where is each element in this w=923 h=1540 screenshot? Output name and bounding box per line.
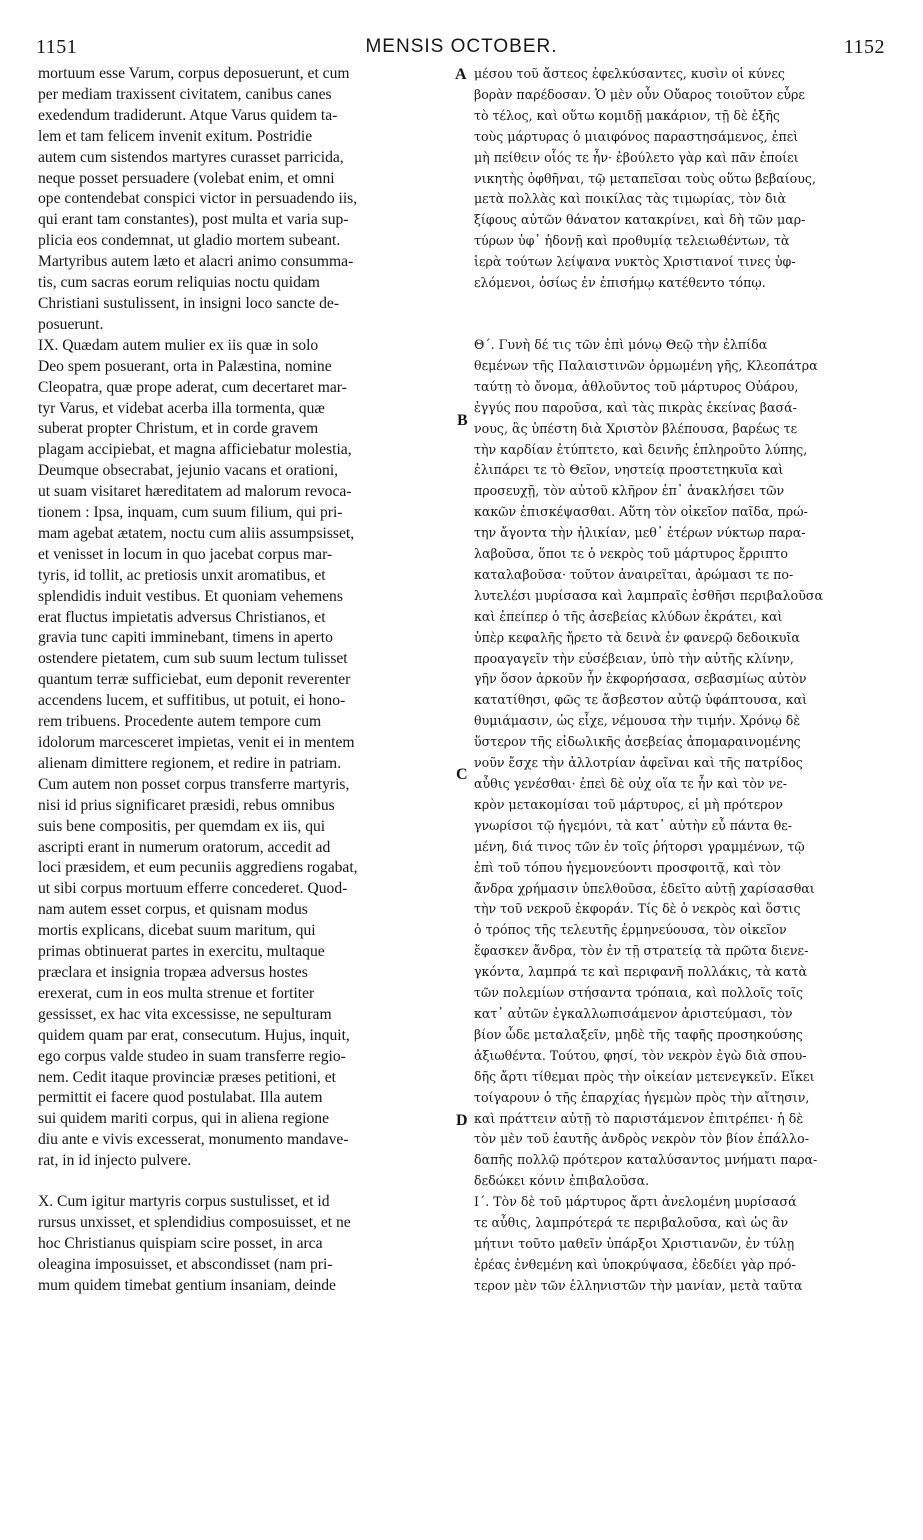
latin-paragraph: mortuum esse Varum, corpus deposuerunt, et cum per mediam traxissent civitatem, canibus canes exedendum tradiderunt. Atque Varus quidem ta- lem et tam felicem invenit exitum. Postridie autem cum sistendos martyres curasset parricida, neque posset persuadere (volebat enim, et omni ope contendebat conspici victor in persuadendo iis, qui erant tam constantes), post multa et varia sup- plicia eos condemnat, ut gladio mortem subeant. Martyribus autem læto et alacri animo consumma- tis, cum sacras eorum reliquias noctu quidam Christiani sustulissent, in insigni loco sancte de- posuerunt. xyxy=(38,65,358,333)
left-page-number: 1151 xyxy=(36,36,78,58)
latin-column xyxy=(38,64,451,1297)
margin-letter-d: D xyxy=(456,1112,468,1129)
greek-paragraph: μέσου τοῦ ἄστεος ἐφελκύσαντες, κυσὶν οἱ κύνες βορὰν παρέδοσαν. Ὁ μὲν οὖν Οὔαρος τοιοῦτον εὗρε τὸ τέλος, καὶ οὕτω κομιδῇ μακάριον, τῇ δὲ ἑξῆς τοὺς μάρτυρας ὁ μιαιφόνος παραστησάμενος, ἐπεὶ μὴ πείθειν οἷός τε ἦν· ἐβούλετο γὰρ καὶ πᾶν ἐποίει νικητὴς ὀφθῆναι, τῷ μεταπεῖσαι τοὺς οὕτω βεβαίους, μετὰ πολλὰς καὶ ποικίλας τὰς τιμωρίας, τὸν διὰ ξίφους αὐτῶν θάνατον κατακρίνει, καὶ δὴ τῶν μαρ- τύρων ὑφ᾽ ἡδονῇ καὶ προθυμίᾳ τελειωθέντων, τὰ ἱερὰ τούτων λείψανα νυκτὸς Χριστιανοί τινες ὑφ- ελόμενοι, ὁσίως ἐν ἐπισήμῳ κατέθεντο τόπῳ. xyxy=(474,66,816,291)
right-page-number: 1152 xyxy=(843,36,885,58)
margin-letter-c: C xyxy=(456,766,468,783)
margin-letter-b: B xyxy=(457,412,468,429)
margin-letter-a: A xyxy=(455,66,467,83)
greek-paragraph-iota: Ι΄. Τὸν δὲ τοῦ μάρτυρος ἄρτι ἀνελομένη μυρίσασά τε αὖθις, λαμπρότερά τε περιβαλοῦσα, καὶ ὡς ἂν μήτινι τοῦτο μαθεῖν ὑπάρξοι Χριστιανῶν, ἐν τύλῃ ἐρέας ἐνθεμένη καὶ ὑποκρύψασα, ἐδεδίει γὰρ πρό- τερον μὲν τῶν ἑλληνιστῶν τὴν μανίαν, μετὰ ταῦτα xyxy=(474,1194,803,1293)
greek-column xyxy=(474,64,884,1297)
greek-paragraph-theta: Θ΄. Γυνὴ δέ τις τῶν ἐπὶ μόνῳ Θεῷ τὴν ἐλπίδα θεμένων τῆς Παλαιστινῶν ὁρμωμένη γῆς, Κλεοπάτρα ταύτῃ τὸ ὄνομα, ἀθλοῦντος τοῦ μάρτυρος Οὐάρου, ἐγγύς που παροῦσα, καὶ τὰς πικρὰς ἐκείνας βασά- νους, ἃς ὑπέστη διὰ Χριστὸν βλέπουσα, βαρέως τε τὴν καρδίαν ἐτύπτετο, καὶ δεινῆς ἐπληροῦτο λύπης, ἐλιπάρει τε τὸ Θεῖον, νηστείᾳ προστετηκυῖα καὶ προσευχῇ, τὸν αὐτοῦ κλῆρον ἐπ᾽ ἀνακλήσει τῶν κακῶν ἐπισκέψασθαι. Αὕτη τὸν οἰκεῖον παῖδα, πρώ- την ἄγοντα τὴν ἡλικίαν, μεθ᾽ ἑτέρων νύκτωρ παρα- λαβοῦσα, ὅποι τε ὁ νεκρὸς τοῦ μάρτυρος ἔρριπτο καταλαβοῦσα· τοῦτον ἀναιρεῖται, ἀρώμασι τε πο- λυτελέσι μυρίσασα καὶ λαμπραῖς ἐσθῆσι περιβαλοῦσα καὶ ἐπείπερ ὁ τῆς ἀσεβείας κλύδων ἐκράτει, καὶ ὑπὲρ κεφαλῆς ἤρετο τὰ δεινὰ ἐν φανερῷ δεδοικυῖα προαγαγεῖν τὴν εὐσέβειαν, ὑπὸ τὴν αὐτῆς κλίνην, γῆν ὅσον ἀρκοῦν ἦν ἐκφορήσασα, σεβασμίως αὐτὸν κατατίθησι, φῶς τε ἄσβεστον αὐτῷ ὑφάπτουσα, καὶ θυμιάμασιν, ὡς εἶχε, νέμουσα τὴν τιμήν. Χρόνῳ δὲ ὕστερον τῆς εἰδωλικῆς ἀσεβείας ἀπομαραινομένης νοῦν ἔσχε τὴν ἀλλοτρίαν ἀφεῖναι καὶ τῆς πατρίδος αὖθις γενέσθαι· ἐπεὶ δὲ οὐχ οἵα τε ἦν καὶ τὸν νε- κρὸν μετακομίσαι τοῦ μάρτυρος, εἰ μὴ πρότερον γνωρίσοι τῷ ἡγεμόνι, τὰ κατ᾽ αὐτὴν εὖ πάντα θε- μένη, διά τινος τῶν ἐν τοῖς ῥήτορσι γραμμένων, τῷ ἐπὶ τοῦ τόπου ἡγεμονεύοντι προσφοιτᾷ, καὶ τὸν ἄνδρα χρήμασιν ὑπελθοῦσα, ἐδεῖτο αὐτῇ χαρίσασθαι τὴν τοῦ νεκροῦ ἐκφοράν. Τίς δὲ ὁ νεκρὸς καὶ ὅστις ὁ τρόπος τῆς τελευτῆς ἑρμηνεύουσα, τὸν οἰκεῖον ἔφασκεν ἄνδρα, τὸν ἐν τῇ στρατείᾳ τὰ πρῶτα διενε- γκόντα, λαμπρά τε καὶ περιφανῆ πολλάκις, τὰ κατὰ τῶν πολεμίων στήσαντα τρόπαια, καὶ πολλοῖς τοῖς κατ᾽ αὐτῶν ἐγκαλλωπισάμενον ἀριστεύμασι, τὸν βίον ὧδε μεταλαξεῖν, μηδὲ τῆς ταφῆς προσηκούσης ἀξιωθέντα. Τούτου, φησί, τὸν νεκρὸν ἐγὼ διὰ σπου- δῆς ἄρτι τίθεμαι πρὸς τὴν οἰκείαν μετενεγκεῖν. Εἴκει τοίγαρουν ὁ τῆς ἐπαρχίας ἡγεμὼν πρὸς τὴν αἴτησιν, καὶ πράττειν αὐτῇ τὸ παριστάμενον ἐπιτρέπει· ἡ δὲ τὸν μὲν τοῦ ἑαυτῆς ἀνδρὸς νεκρὸν τὸν βίον ἐπάλλο- δαπῆς πολλῷ πρότερον καταλύσαντος μνήματι παρα- δεδώκει κόνιν ἐπιβαλοῦσα. xyxy=(474,336,823,1189)
running-head-title: MENSIS OCTOBER. xyxy=(365,36,558,57)
latin-paragraph-ix: IX. Quædam autem mulier ex iis quæ in solo Deo spem posuerant, orta in Palæstina, nomine Cleopatra, quæ prope aderat, cum decertaret mar- tyr Varus, et videbat acerba illa tormenta, quæ suberat propter Christum, et in corde gravem plagam accipiebat, et magna afficiebatur molestia, Deumque obsecrabat, jejunio vacans et orationi, ut suam visitaret hæreditatem ad malorum revoca- tionem : Ipsa, inquam, cum suum filium, qui pri- mam agebat ætatem, noctu cum aliis assumpsisset, et venisset in locum in quo jacebat corpus mar- tyris, id tollit, ac pretiosis unxit aromatibus, et splendidis induit vestibus. Et quoniam vehemens erat fluctus impietatis adversus Christianos, et gravia tunc capiti imminebant, timens in aperto ostendere pietatem, cum sub suum lectum tulisset quantum terræ sufficiebat, eum deponit reverenter accendens lucem, et suffitibus, ut potuit, ei hono- rem tribuens. Procedente autem tempore cum idolorum marcesceret impietas, venit ei in mentem alienam dimittere regionem, et redire in patriam. Cum autem non posset corpus transferre martyris, nisi id prius significaret præsidi, rebus omnibus suis bene compositis, per quemdam ex iis, qui ascripti erant in numerum oratorum, accedit ad loci præsidem, et eum pecuniis aggrediens rogabat, ut sibi corpus mortuum efferre concederet. Quod- nam autem esset corpus, et quisnam modus mortis explicans, dicebat suum maritum, qui primas obtinuerat partes in exercitu, multaque præclara et insignia tropæa adversus hostes erexerat, cum in eos multa strenue et fortiter gessisset, ex hac vita excessisse, ne sepulturam quidem quam par erat, consecutum. Hujus, inquit, ego corpus valde studeo in suam transferre regio- nem. Cedit itaque provinciæ præses petitioni, et permittit ei facere quod postulabat. Illa autem sui quidem mariti corpus, qui in aliena regione diu ante e vivis excesserat, monumento mandave- rat, in id injecto pulvere. xyxy=(38,336,358,1170)
latin-paragraph-x: X. Cum igitur martyris corpus sustulisset, et id rursus unxisset, et splendidius composuisset, et ne hoc Christianus quispiam scire posset, in arca oleagina imposuisset, et abscondisset (nam pri- mum quidem timebat gentium insaniam, deinde xyxy=(38,1193,351,1294)
